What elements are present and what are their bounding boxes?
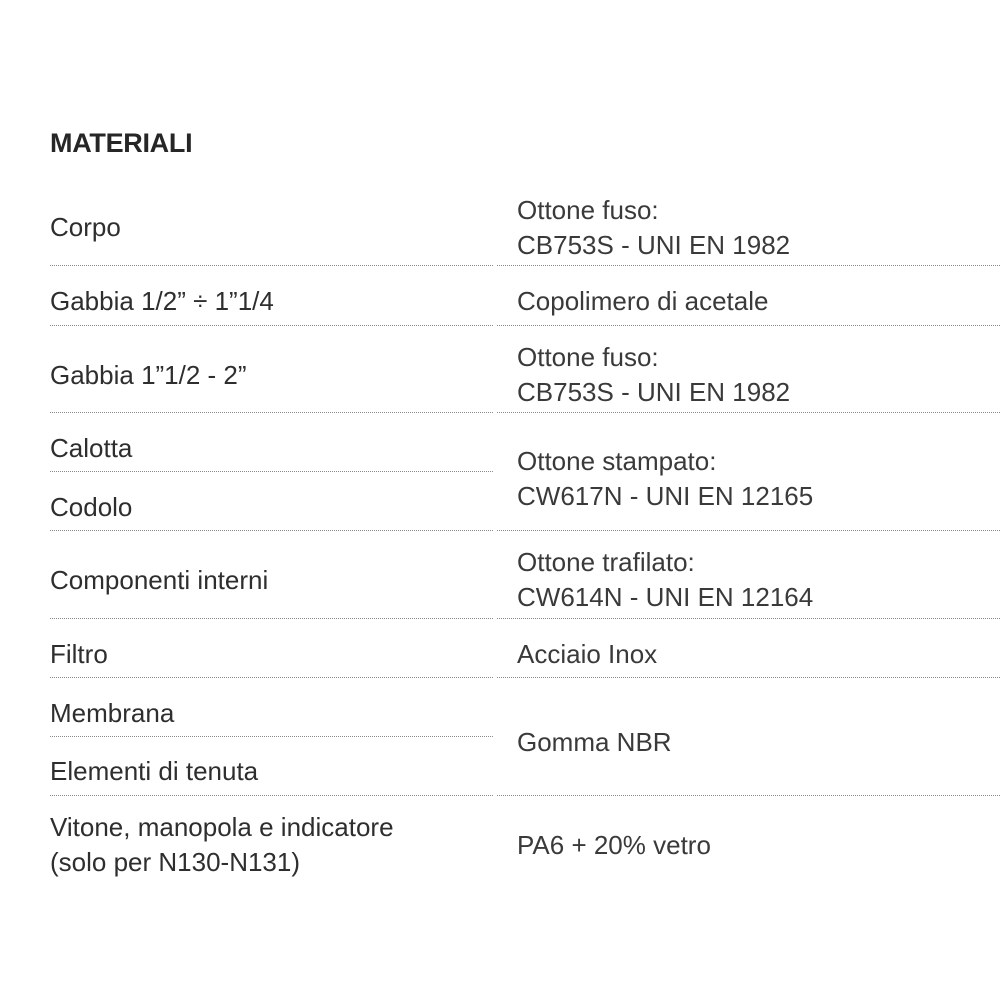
value-filtro: Acciaio Inox xyxy=(517,639,658,669)
divider xyxy=(50,325,493,326)
divider xyxy=(50,530,493,531)
divider xyxy=(50,677,493,678)
value-calotta-codolo-line2: CW617N - UNI EN 12165 xyxy=(517,481,814,511)
label-corpo: Corpo xyxy=(50,212,121,242)
value-gomma: Gomma NBR xyxy=(517,727,672,757)
divider xyxy=(50,795,493,796)
value-corpo-line2: CB753S - UNI EN 1982 xyxy=(517,230,791,260)
label-vitone-line2: (solo per N130-N131) xyxy=(50,847,301,877)
divider xyxy=(50,265,493,266)
value-gabbia-large-line2: CB753S - UNI EN 1982 xyxy=(517,377,791,407)
label-calotta: Calotta xyxy=(50,433,133,463)
value-gabbia-large-line1: Ottone fuso: xyxy=(517,342,659,372)
label-membrana: Membrana xyxy=(50,698,175,728)
divider xyxy=(50,618,493,619)
divider xyxy=(497,265,1000,266)
value-corpo-line1: Ottone fuso: xyxy=(517,195,659,225)
section-title: MATERIALI xyxy=(50,128,193,158)
divider xyxy=(50,736,493,737)
label-gabbia-small: Gabbia 1/2” ÷ 1”1/4 xyxy=(50,286,274,316)
value-componenti-line1: Ottone trafilato: xyxy=(517,547,695,577)
divider xyxy=(497,618,1000,619)
value-vitone: PA6 + 20% vetro xyxy=(517,830,711,860)
label-elementi-di-tenuta: Elementi di tenuta xyxy=(50,756,259,786)
divider xyxy=(497,412,1000,413)
divider xyxy=(497,325,1000,326)
value-componenti-line2: CW614N - UNI EN 12164 xyxy=(517,582,814,612)
value-gabbia-small: Copolimero di acetale xyxy=(517,286,769,316)
label-vitone-line1: Vitone, manopola e indicatore xyxy=(50,812,394,842)
divider xyxy=(497,677,1000,678)
divider xyxy=(497,795,1000,796)
divider xyxy=(50,412,493,413)
label-gabbia-large: Gabbia 1”1/2 - 2” xyxy=(50,360,247,390)
label-componenti-interni: Componenti interni xyxy=(50,565,269,595)
divider xyxy=(497,530,1000,531)
value-calotta-codolo-line1: Ottone stampato: xyxy=(517,446,717,476)
label-filtro: Filtro xyxy=(50,639,108,669)
label-codolo: Codolo xyxy=(50,492,133,522)
divider xyxy=(50,471,493,472)
